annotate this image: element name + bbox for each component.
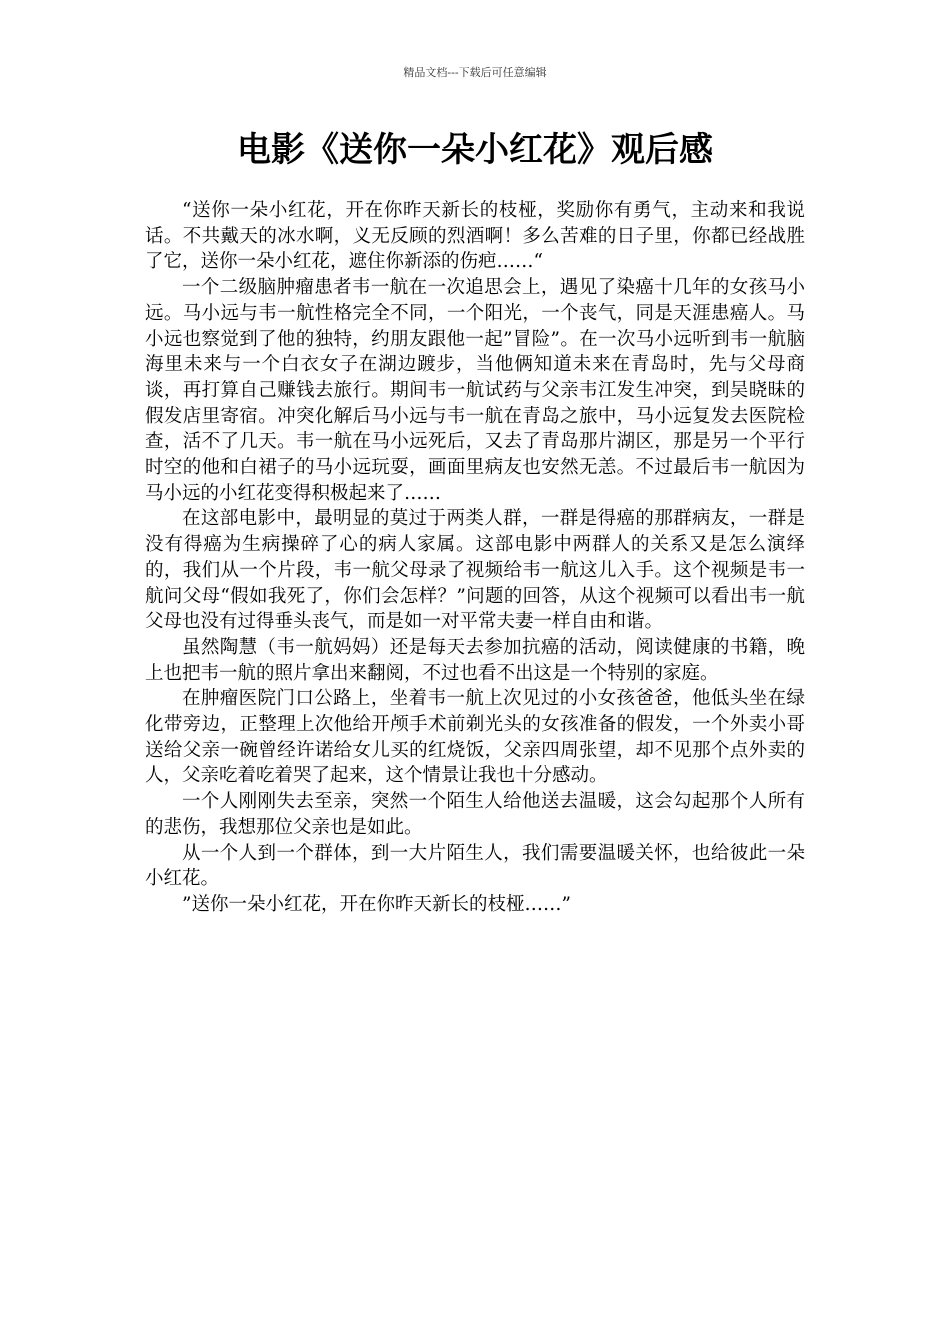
paragraph-6: 一个人刚刚失去至亲，突然一个陌生人给他送去温暖，这会勾起那个人所有的悲伤，我想那位父亲也是如此。 — [145, 791, 805, 838]
paragraph-1: “送你一朵小红花，开在你昨天新长的枝桠，奖励你有勇气，主动来和我说话。不共戴天的冰水啊，义无反顾的烈酒啊！多么苦难的日子里，你都已经战胜了它，送你一朵小红花，遮住你新添的伤疤……“ — [145, 200, 805, 273]
document-body — [145, 198, 805, 918]
header-note: 精品文档---下载后可任意编辑 — [403, 66, 547, 79]
paragraph-8: ”送你一朵小红花，开在你昨天新长的枝桠……” — [182, 893, 571, 915]
document-title: 电影《送你一朵小红花》观后感 — [237, 130, 713, 170]
paragraph-5: 在肿瘤医院门口公路上，坐着韦一航上次见过的小女孩爸爸，他低头坐在绿化带旁边，正整理上次他给开颅手术前剃光头的女孩准备的假发，一个外卖小哥送给父亲一碗曾经许诺给女儿买的红烧饭，父亲四周张望，却不见那个点外卖的人，父亲吃着吃着哭了起来，这个情景让我也十分感动。 — [145, 688, 805, 787]
paragraph-2: 一个二级脑肿瘤患者韦一航在一次追思会上，遇见了染癌十几年的女孩马小远。马小远与韦一航性格完全不同，一个阳光，一个丧气，同是天涯患癌人。马小远也察觉到了他的独特，约朋友跟他一起”冒险”。在一次马小远听到韦一航脑海里未来与一个白衣女子在湖边踱步，当他俩知道未来在青岛时，先与父母商谈，再打算自己赚钱去旅行。期间韦一航试药与父亲韦江发生冲突，到吴晓昧的假发店里寄宿。冲突化解后马小远与韦一航在青岛之旅中，马小远复发去医院检查，活不了几天。韦一航在马小远死后，又去了青岛那片湖区，那是另一个平行时空的他和白裙子的马小远玩耍，画面里病友也安然无恙。不过最后韦一航因为马小远的小红花变得积极起来了…… — [145, 277, 805, 504]
paragraph-3: 在这部电影中，最明显的莫过于两类人群，一群是得癌的那群病友，一群是没有得癌为生病操碎了心的病人家属。这部电影中两群人的关系又是怎么演绎的，我们从一个片段，韦一航父母录了视频给韦一航这儿入手。这个视频是韦一航问父母“假如我死了，你们会怎样？”问题的回答，从这个视频可以看出韦一航父母也没有过得垂头丧气，而是如一对平常夫妻一样自由和谐。 — [145, 508, 805, 633]
paragraph-7: 从一个人到一个群体，到一大片陌生人，我们需要温暖关怀，也给彼此一朵小红花。 — [145, 842, 805, 890]
paragraph-4: 虽然陶慧（韦一航妈妈）还是每天去参加抗癌的活动，阅读健康的书籍，晚上也把韦一航的照片拿出来翻阅，不过也看不出这是一个特别的家庭。 — [145, 636, 805, 684]
